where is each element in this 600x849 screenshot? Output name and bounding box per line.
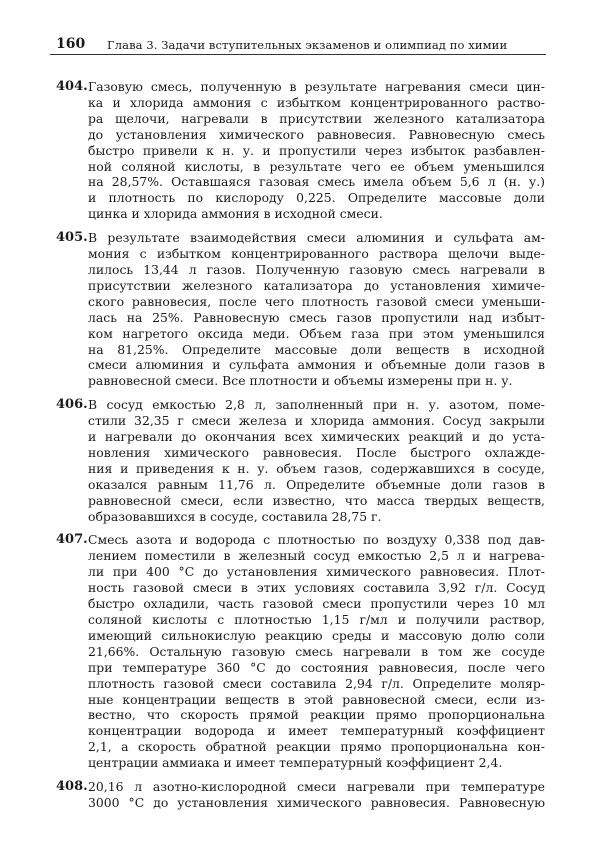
text-line: 20,16 л азотно-кислородной смеси нагревали при температуре	[88, 779, 545, 795]
text-line: соляной кислоты с плотностью 1,15 г/мл и получили раствор,	[88, 612, 545, 627]
text-line: лилось 13,44 л газов. Полученную газовую смесь нагревали в	[88, 261, 545, 277]
problem-list	[56, 79, 546, 819]
text-line: В результате взаимодействия смеси алюминия и сульфата ам-	[88, 230, 545, 246]
text-line: стили 32,35 г смеси железа и хлорида аммония. Сосуд закрыли	[88, 413, 545, 429]
text-line: равновесной смеси, если известно, что масса твердых веществ,	[88, 492, 545, 508]
text-line: при температуре 360 °C до состояния равновесия, после чего	[88, 659, 545, 675]
text-line: ра щелочи, нагревали в присутствии железного катализатора	[88, 110, 545, 126]
running-header	[50, 36, 546, 55]
text-line: В сосуд емкостью 2,8 л, заполненный при н. у. азотом, поме-	[88, 397, 545, 413]
problem-405	[56, 230, 546, 389]
text-line: быстро охладили, часть газовой смеси пропустили через 10 мл	[88, 596, 545, 612]
problem-number: 407.	[56, 532, 88, 548]
text-line: на 28,57%. Оставшаяся газовая смесь имела объем 5,6 л (н. у.)	[88, 174, 545, 190]
text-line: 2,1, а скорость обратной реакции прямо пропорциональна кон-	[88, 739, 545, 755]
text-line: и плотность по кислороду 0,225. Определите массовые доли	[88, 190, 545, 206]
running-title: Глава 3. Задачи вступительных экзаменов и олимпиад по химии	[107, 38, 508, 52]
problem-408	[56, 779, 546, 811]
text-line: ком нагретого оксида меди. Объем газа при этом уменьшился	[88, 325, 545, 341]
text-line: плотность газовой смеси составила 2,94 г/л. Определите моляр-	[88, 675, 545, 691]
text-line: и нагревали до окончания всех химических реакций и до уста-	[88, 429, 545, 445]
text-line: лась на 25%. Равновесную смесь газов пропустили над избыт-	[88, 309, 545, 325]
problem-text	[88, 397, 545, 524]
problem-text	[88, 779, 545, 811]
page-number: 160	[56, 36, 86, 52]
text-line: лением поместили в железный сосуд емкостью 2,5 л и нагрева-	[88, 548, 545, 564]
text-line: мония с избытком концентрированного раствора щелочи выде-	[88, 246, 545, 262]
problem-number: 408.	[56, 779, 88, 795]
text-line: до установления химического равновесия. Равновесную смесь	[88, 126, 545, 142]
text-line: 21,66%. Остальную газовую смесь нагревали в том же сосуде	[88, 643, 545, 659]
text-line: Смесь азота и водорода с плотностью по воздуху 0,338 под дав-	[88, 532, 545, 548]
text-line: присутствии железного катализатора до установления химиче-	[88, 277, 545, 293]
text-line: Газовую смесь, полученную в результате нагревания смеси цин-	[88, 79, 545, 94]
problem-number: 406.	[56, 397, 88, 413]
text-line: ной соляной кислоты, в результате чего ее объем уменьшился	[88, 158, 545, 174]
text-line: ка и хлорида аммония с избытком концентрированного раство-	[88, 94, 545, 110]
text-line: ные концентрации веществ в этой равновесной смеси, если из-	[88, 691, 545, 707]
text-line: 3000 °C до установления химического равновесия. Равновесную	[88, 794, 545, 810]
text-line: вестно, что скорость прямой реакции прямо пропорциональна	[88, 707, 545, 723]
text-line: концентрации водорода и имеет температурный коэффициент	[88, 723, 545, 739]
text-line: цинка и хлорида аммония в исходной смеси.	[88, 206, 383, 222]
text-line: образовавшихся в сосуде, составила 28,75 г.	[88, 508, 382, 524]
text-line: оказался равным 11,76 л. Определите объемные доли газов в	[88, 476, 545, 492]
problem-407	[56, 532, 546, 771]
text-line: центрации аммиака и имеет температурный коэффициент 2,4.	[88, 755, 503, 771]
problem-number: 405.	[56, 230, 88, 246]
text-line: имеющий сильнокислую реакцию среды и массовую долю соли	[88, 627, 545, 643]
problem-406	[56, 397, 546, 524]
text-line: смеси алюминия и сульфата аммония и объемные доли газов в	[88, 357, 545, 373]
text-line: ли при 400 °C до установления химического равновесия. Плот-	[88, 564, 545, 580]
text-line: ность газовой смеси в этих условиях составила 3,92 г/л. Сосуд	[88, 580, 545, 596]
problem-404	[56, 79, 546, 222]
problem-text	[88, 532, 545, 771]
text-line: быстро привели к н. у. и пропустили через избыток разбавлен-	[88, 142, 545, 158]
text-line: на 81,25%. Определите массовые доли веществ в исходной	[88, 341, 545, 357]
text-line: новления химического равновесия. После быстрого охлажде-	[88, 444, 545, 460]
problem-text	[88, 230, 545, 389]
problem-number: 404.	[56, 79, 88, 94]
text-line: ского равновесия, после чего плотность газовой смеси уменьши-	[88, 293, 545, 309]
text-line: ния и приведения к н. у. объем газов, содержавшихся в сосуде,	[88, 460, 545, 476]
problem-text	[88, 79, 545, 222]
text-line: равновесной смеси. Все плотности и объемы измерены при н. у.	[88, 373, 513, 389]
